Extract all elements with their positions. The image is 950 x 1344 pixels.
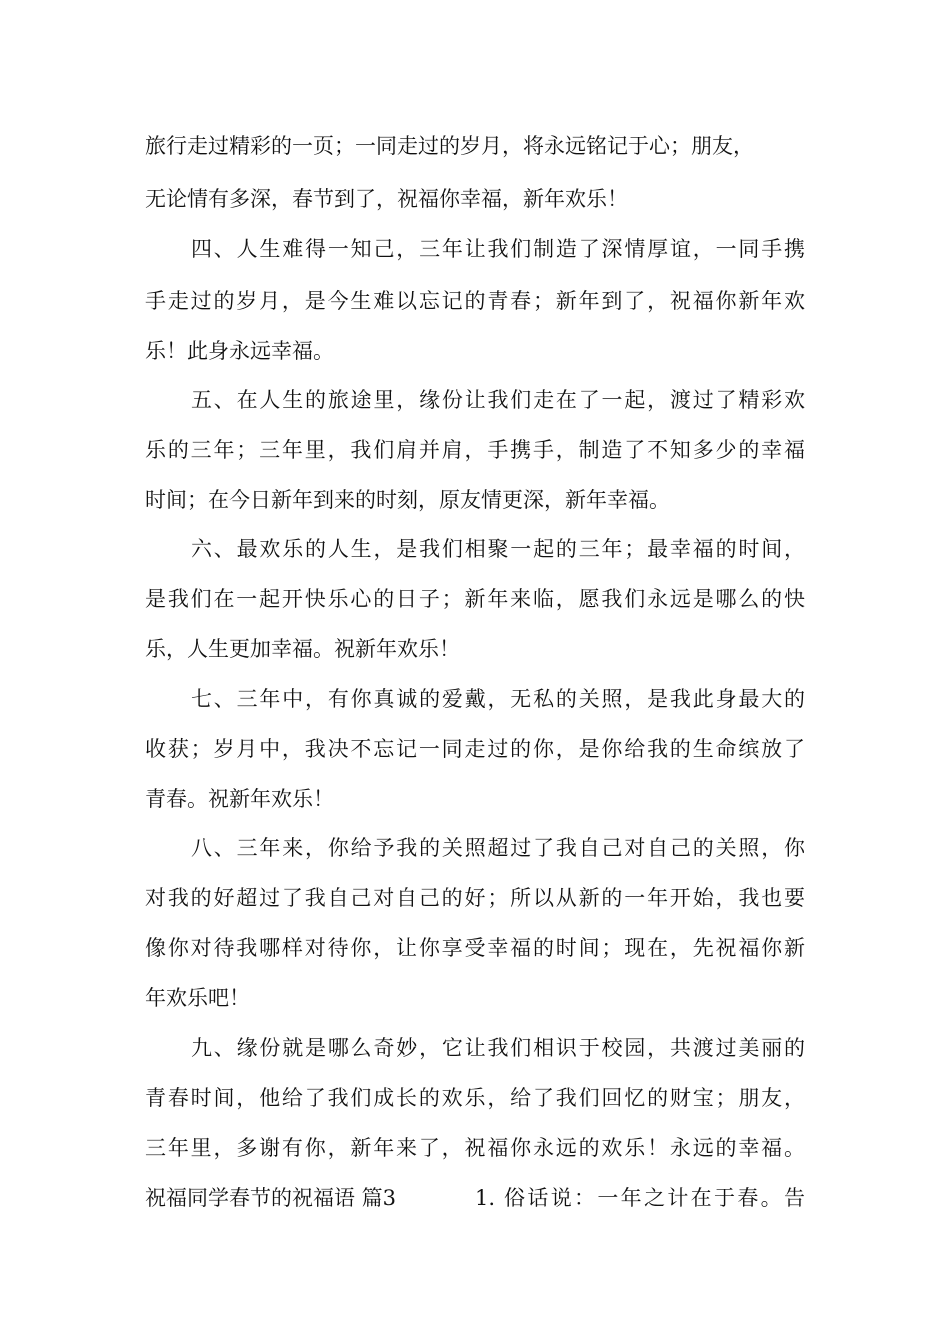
paragraph-line: 青春。祝新年欢乐！ [145, 787, 334, 811]
paragraph-line: 无论情有多深，春节到了，祝福你幸福，新年欢乐！ [145, 187, 628, 211]
paragraph-line: 七、三年中，有你真诚的爱戴，无私的关照，是我此身最大的 [191, 687, 805, 711]
paragraph-line: 对我的好超过了我自己对自己的好；所以从新的一年开始，我也要 [145, 886, 805, 910]
paragraph-line: 年欢乐吧！ [145, 986, 250, 1010]
paragraph-line: 像你对待我哪样对待你，让你享受幸福的时间；现在，先祝福你新 [145, 936, 805, 960]
paragraph-line: 乐！此身永远幸福。 [145, 339, 334, 363]
section-heading: 祝福同学春节的祝福语 篇3 [145, 1186, 397, 1210]
paragraph-line: 旅行走过精彩的一页；一同走过的岁月，将永远铭记于心；朋友， [145, 134, 754, 158]
paragraph-line: 手走过的岁月，是今生难以忘记的青春；新年到了，祝福你新年欢 [145, 289, 805, 313]
paragraph-line: 青春时间，他给了我们成长的欢乐，给了我们回忆的财宝；朋友， [145, 1086, 805, 1110]
paragraph-line: 乐的三年；三年里，我们肩并肩，手携手，制造了不知多少的幸福 [145, 438, 805, 462]
paragraph-line: 六、最欢乐的人生，是我们相聚一起的三年；最幸福的时间， [191, 537, 805, 561]
paragraph-line: 时间；在今日新年到来的时刻，原友情更深，新年幸福。 [145, 488, 670, 512]
section-heading-tail: 1. 俗话说：一年之计在于春。告 [475, 1186, 805, 1210]
paragraph-line: 五、在人生的旅途里，缘份让我们走在了一起，渡过了精彩欢 [191, 388, 805, 412]
paragraph-line: 是我们在一起开快乐心的日子；新年来临，愿我们永远是哪么的快 [145, 587, 805, 611]
paragraph-line: 四、人生难得一知己，三年让我们制造了深情厚谊，一同手携 [191, 237, 805, 261]
paragraph-line: 收获；岁月中，我决不忘记一同走过的你，是你给我的生命缤放了 [145, 737, 805, 761]
paragraph-line: 三年里，多谢有你，新年来了，祝福你永远的欢乐！永远的幸福。 [145, 1136, 805, 1160]
paragraph-line: 八、三年来，你给予我的关照超过了我自己对自己的关照，你 [191, 836, 805, 860]
paragraph-line: 九、缘份就是哪么奇妙，它让我们相识于校园，共渡过美丽的 [191, 1036, 805, 1060]
paragraph-line: 乐，人生更加幸福。祝新年欢乐！ [145, 637, 460, 661]
section-heading-row [145, 1183, 805, 1213]
